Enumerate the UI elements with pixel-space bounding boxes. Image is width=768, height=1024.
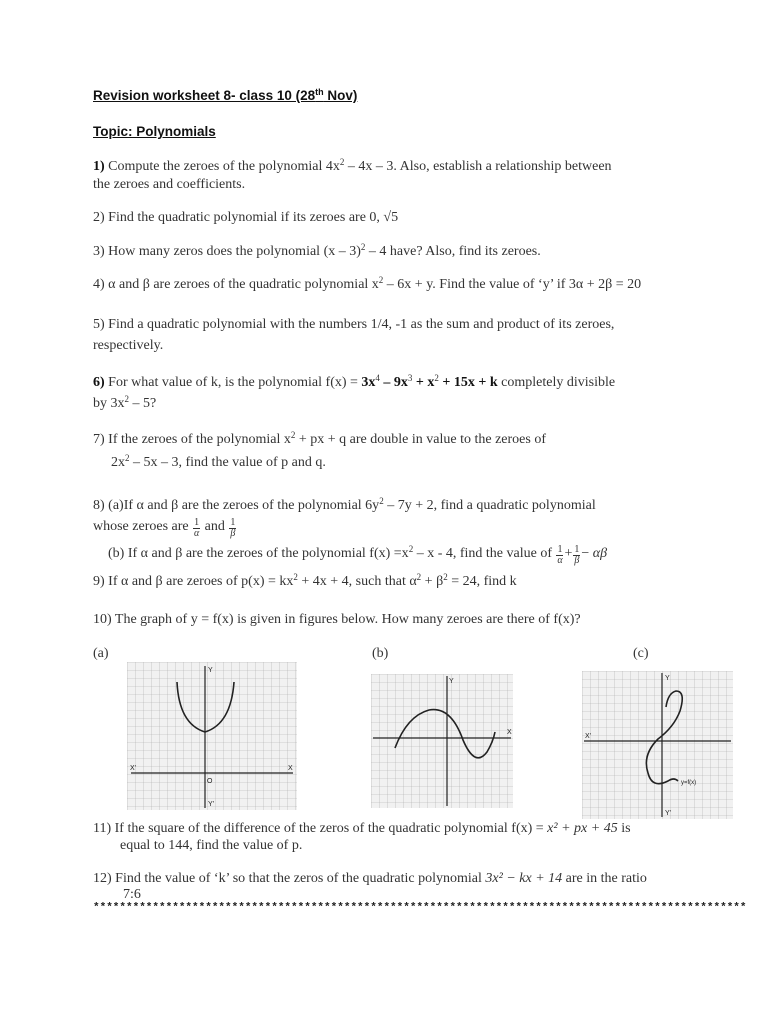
fraction-one-over-beta: $\frac{1}{\beta}$ bbox=[230, 517, 236, 539]
question-11: 11) If the square of the difference of the zeros of the quadratic polynomial f(x) = x² + px + 45 is bbox=[93, 821, 631, 836]
graph-c-grid bbox=[582, 671, 733, 819]
question-6-line-2: by $3x^2 - 5$? bbox=[93, 394, 157, 411]
question-12: 12) Find the value of ‘k’ so that the zeros of the quadratic polynomial 3x² − kx + 14 are in the ratio bbox=[93, 871, 647, 886]
question-4: 4) α and β are zeroes of the quadratic polynomial $x^2 - 6x + y$. Find the value of ‘y’ if 3α + 2β = 20 bbox=[93, 275, 642, 292]
question-7: 7) If the zeroes of the polynomial $x^2$ + px + q are double in value to the zeroes of bbox=[93, 430, 546, 447]
graph-label-b: (b) bbox=[372, 646, 389, 661]
graph-a bbox=[127, 662, 297, 810]
question-9: 9) If α and β are zeroes of $p(x) = kx^2 + 4x + 4$, such that $\alpha^2 + \beta^2 = 24$, find k bbox=[93, 572, 517, 589]
worksheet-title: Revision worksheet 8- class 10 (28th Nov) bbox=[93, 87, 358, 103]
fraction-one-over-alpha: $\frac{1}{\alpha}$ bbox=[194, 517, 200, 539]
question-1: 1) Compute the zeroes of the polynomial $4x^2 - 4x - 3$. Also, establish a relationship between bbox=[93, 157, 612, 174]
worksheet-topic: Topic: Polynomials bbox=[93, 124, 216, 139]
question-12-line-2: 7:6 bbox=[123, 887, 141, 902]
graph-b bbox=[371, 674, 513, 808]
graph-c-y-label: Y bbox=[665, 675, 670, 682]
question-2: 2) Find the quadratic polynomial if its zeroes are 0, √5 bbox=[93, 210, 399, 225]
graph-c-xp-label: X' bbox=[585, 733, 592, 740]
graph-a-yp-label: Y' bbox=[208, 801, 215, 808]
question-10: 10) The graph of y = f(x) is given in figures below. How many zeroes are there of f(x)? bbox=[93, 612, 581, 627]
graph-a-x-label: X bbox=[288, 765, 293, 772]
graph-b-x-label: X bbox=[507, 729, 512, 736]
divider-stars: *************************************************************************************************** bbox=[93, 902, 747, 914]
question-1-line-2: the zeroes and coefficients. bbox=[93, 177, 246, 192]
question-11-line-2: equal to 144, find the value of p. bbox=[120, 838, 303, 853]
graph-b-y-label: Y bbox=[449, 678, 454, 685]
graph-label-c: (c) bbox=[633, 646, 649, 661]
fraction-one-over-alpha: $\frac{1}{\alpha}$ bbox=[557, 544, 563, 566]
fraction-one-over-beta: $\frac{1}{\beta}$ bbox=[574, 544, 580, 566]
graph-a-xp-label: X' bbox=[130, 765, 137, 772]
graph-a-grid bbox=[127, 662, 297, 810]
graph-a-y-label: Y bbox=[208, 667, 213, 674]
question-5-line-2: respectively. bbox=[93, 338, 164, 353]
question-7-line-2: $2x^2 - 5x - 3$, find the value of p and q. bbox=[111, 453, 326, 470]
graph-c bbox=[582, 671, 733, 819]
question-6: 6) For what value of k, is the polynomial $f(x) = 3x^4 - 9x^3 + x^2 + 15x + k$ completely divisible bbox=[93, 373, 616, 390]
question-3: 3) How many zeros does the polynomial (x – 3)$^2$ – 4 have? Also, find its zeroes. bbox=[93, 242, 541, 259]
graph-label-a: (a) bbox=[93, 646, 109, 661]
graph-a-origin-label: O bbox=[207, 778, 213, 785]
question-8b: (b) If α and β are the zeroes of the polynomial $f(x) =x^2 - x - 4$, find the value of $\frac{1}{\alpha}$ + $\frac{1}{\beta}$ − αβ bbox=[108, 544, 608, 566]
graph-c-function-label: y=f(x) bbox=[681, 780, 697, 786]
graph-c-yp-label: Y' bbox=[665, 810, 672, 817]
question-5: 5) Find a quadratic polynomial with the numbers 1/4, -1 as the sum and product of its zeroes, bbox=[93, 317, 615, 332]
question-8a-line-2: whose zeroes are $\frac{1}{\alpha}$ and $\frac{1}{\beta}$ bbox=[93, 517, 236, 539]
question-8a: 8) (a)If α and β are the zeroes of the polynomial $6y^2 - 7y + 2$, find a quadratic polynomial bbox=[93, 496, 596, 513]
